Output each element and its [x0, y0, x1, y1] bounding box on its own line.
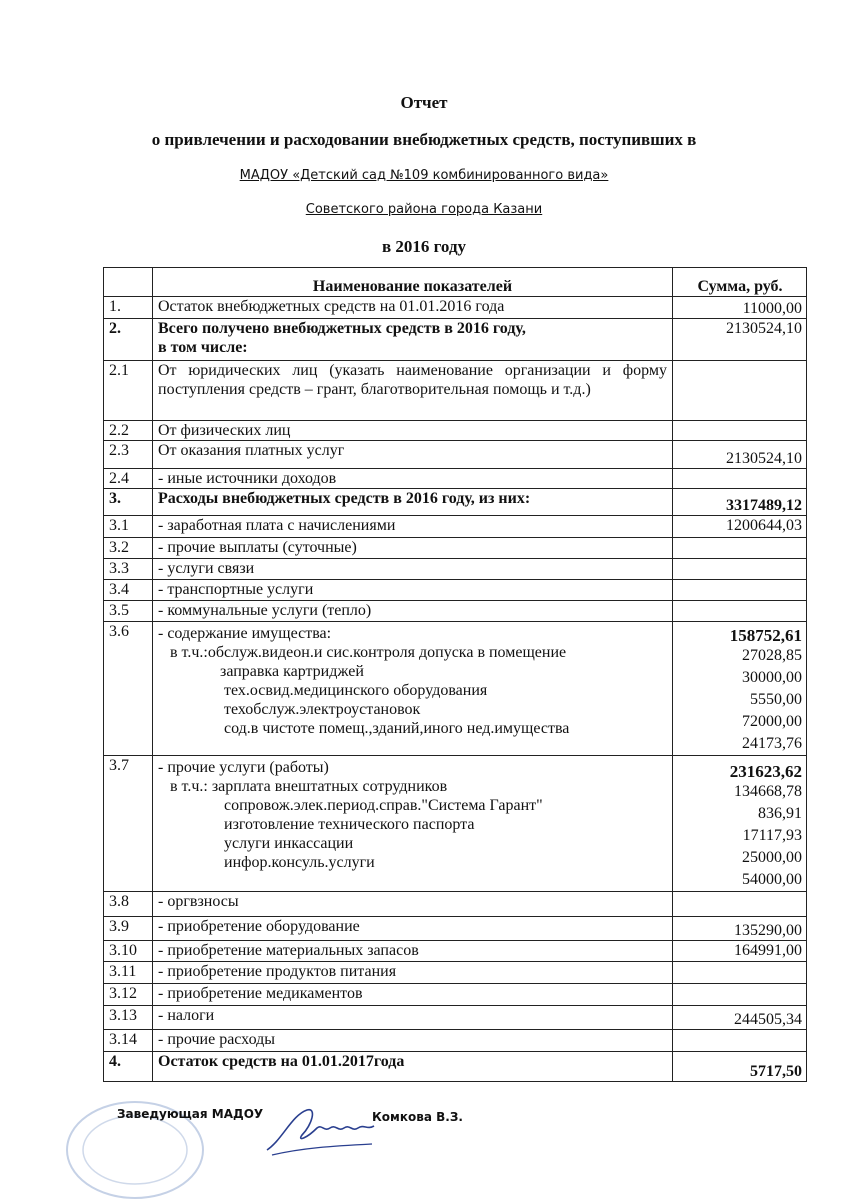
row-sum	[673, 756, 807, 892]
row-num: 3.	[104, 489, 153, 516]
row-num: 3.2	[104, 538, 153, 559]
header-num-cell	[104, 268, 153, 297]
table-row	[104, 297, 807, 319]
row-label: - услуги связи	[153, 559, 673, 580]
row-num: 3.5	[104, 601, 153, 622]
row-num: 3.12	[104, 984, 153, 1006]
row-sub-item: в т.ч.:обслуж.видеон.и сис.контроля допуска в помещение	[170, 644, 567, 661]
row-sum	[673, 892, 807, 917]
row-num: 3.9	[104, 917, 153, 941]
table-row	[104, 984, 807, 1006]
organization-name: МАДОУ «Детский сад №109 комбинированного вида»	[239, 168, 609, 183]
row-label-main: - содержание имущества:	[158, 625, 332, 642]
row-sum	[673, 1030, 807, 1052]
row-num: 2.3	[104, 441, 153, 469]
table-row	[104, 421, 807, 441]
table-row	[104, 489, 807, 516]
table-row	[104, 538, 807, 559]
table-row	[104, 1006, 807, 1030]
row-label	[153, 622, 673, 756]
signatory-position: Заведующая МАДОУ	[117, 1107, 264, 1121]
table-row	[104, 962, 807, 984]
row-sub-item: в т.ч.: зарплата внештатных сотрудников	[170, 778, 448, 795]
table-row	[104, 1030, 807, 1052]
row-sum	[673, 984, 807, 1006]
header-sum-cell: Сумма, руб.	[673, 268, 807, 297]
table-row	[104, 892, 807, 917]
row-label	[153, 319, 673, 361]
table-row	[104, 580, 807, 601]
row-sum	[673, 580, 807, 601]
row-sum: 3317489,12	[673, 489, 807, 516]
signature-mark	[262, 1100, 382, 1160]
row-label-line: в том числе:	[158, 339, 248, 356]
table-row	[104, 516, 807, 538]
row-sub-item: сопровож.элек.период.справ."Система Гарант"	[224, 797, 543, 814]
row-sub-item: тех.освид.медицинского оборудования	[224, 682, 488, 699]
row-sum	[673, 622, 807, 756]
row-sum	[673, 421, 807, 441]
header-name-cell: Наименование показателей	[153, 268, 673, 297]
table-row	[104, 559, 807, 580]
row-sum	[673, 601, 807, 622]
signatory-name: Комкова В.З.	[372, 1110, 463, 1124]
row-sum: 244505,34	[673, 1006, 807, 1030]
row-label: Расходы внебюджетных средств в 2016 году, из них:	[153, 489, 673, 516]
table-row	[104, 1052, 807, 1082]
row-label: - транспортные услуги	[153, 580, 673, 601]
row-num: 3.1	[104, 516, 153, 538]
row-sub-sum: 24173,76	[742, 735, 802, 752]
row-label: - налоги	[153, 1006, 673, 1030]
row-sum: 164991,00	[673, 941, 807, 962]
row-num: 3.8	[104, 892, 153, 917]
row-label: - приобретение продуктов питания	[153, 962, 673, 984]
row-sum: 2130524,10	[673, 319, 807, 361]
row-num: 2.1	[104, 361, 153, 421]
table-row	[104, 756, 807, 892]
row-num: 2.2	[104, 421, 153, 441]
row-label: Остаток внебюджетных средств на 01.01.2016 года	[153, 297, 673, 319]
row-label: От оказания платных услуг	[153, 441, 673, 469]
row-label: Остаток средств на 01.01.2017года	[153, 1052, 673, 1082]
row-num: 3.3	[104, 559, 153, 580]
table-row	[104, 601, 807, 622]
row-sub-sum: 5550,00	[750, 691, 802, 708]
row-num: 3.10	[104, 941, 153, 962]
table-row	[104, 469, 807, 489]
row-sum	[673, 559, 807, 580]
report-year: в 2016 году	[381, 237, 467, 256]
table-row	[104, 622, 807, 756]
row-num: 4.	[104, 1052, 153, 1082]
row-sum-total: 231623,62	[729, 762, 802, 781]
row-sum: 5717,50	[673, 1052, 807, 1082]
row-num: 2.	[104, 319, 153, 361]
table-row	[104, 917, 807, 941]
report-table	[103, 267, 807, 1082]
row-sub-item: изготовление технического паспорта	[224, 816, 475, 833]
row-label: - прочие выплаты (суточные)	[153, 538, 673, 559]
row-label-main: - прочие услуги (работы)	[158, 759, 329, 776]
row-sub-sum: 17117,93	[742, 827, 802, 844]
report-title: Отчет	[400, 93, 448, 112]
row-sum-total: 158752,61	[729, 626, 802, 645]
row-sum: 11000,00	[673, 297, 807, 319]
row-num: 2.4	[104, 469, 153, 489]
row-num: 3.7	[104, 756, 153, 892]
row-sub-sum: 27028,85	[742, 647, 802, 664]
row-sub-item: сод.в чистоте помещ.,зданий,иного нед.имущества	[224, 720, 570, 737]
row-sum: 2130524,10	[673, 441, 807, 469]
row-sub-sum: 54000,00	[742, 871, 802, 888]
row-sum	[673, 469, 807, 489]
table-row	[104, 441, 807, 469]
row-sub-item: техобслуж.электроустановок	[224, 701, 421, 718]
row-num: 3.11	[104, 962, 153, 984]
report-subtitle: о привлечении и расходовании внебюджетных средств, поступивших в	[151, 130, 697, 149]
row-label: - приобретение оборудование	[153, 917, 673, 941]
row-sum	[673, 361, 807, 421]
row-label: - иные источники доходов	[153, 469, 673, 489]
row-sub-sum: 30000,00	[742, 669, 802, 686]
row-num: 3.6	[104, 622, 153, 756]
row-sub-sum: 25000,00	[742, 849, 802, 866]
row-label: - коммунальные услуги (тепло)	[153, 601, 673, 622]
row-sub-sum: 72000,00	[742, 713, 802, 730]
row-label: От юридических лиц (указать наименование организации и форму поступления средств – грант, благотворительная помощь и т.д.)	[153, 361, 673, 421]
table-header-row	[104, 268, 807, 297]
row-sum: 1200644,03	[673, 516, 807, 538]
row-label: - приобретение материальных запасов	[153, 941, 673, 962]
row-sub-sum: 836,91	[758, 805, 802, 822]
table-row	[104, 941, 807, 962]
district-name: Советского района города Казани	[305, 202, 543, 217]
row-label: - заработная плата с начислениями	[153, 516, 673, 538]
row-label: - приобретение медикаментов	[153, 984, 673, 1006]
row-sum: 135290,00	[673, 917, 807, 941]
row-label: - оргвзносы	[153, 892, 673, 917]
row-sub-item: заправка картриджей	[220, 663, 364, 680]
row-sum	[673, 538, 807, 559]
row-label	[153, 756, 673, 892]
row-num: 3.4	[104, 580, 153, 601]
row-sub-sum: 134668,78	[734, 783, 802, 800]
row-sub-item: инфор.консуль.услуги	[224, 854, 375, 871]
row-label: От физических лиц	[153, 421, 673, 441]
row-num: 3.13	[104, 1006, 153, 1030]
row-label-line: Всего получено внебюджетных средств в 2016 году,	[158, 320, 526, 337]
table-row	[104, 319, 807, 361]
row-num: 1.	[104, 297, 153, 319]
row-sum	[673, 962, 807, 984]
row-num: 3.14	[104, 1030, 153, 1052]
table-row	[104, 361, 807, 421]
row-sub-item: услуги инкассации	[224, 835, 354, 852]
row-label: - прочие расходы	[153, 1030, 673, 1052]
